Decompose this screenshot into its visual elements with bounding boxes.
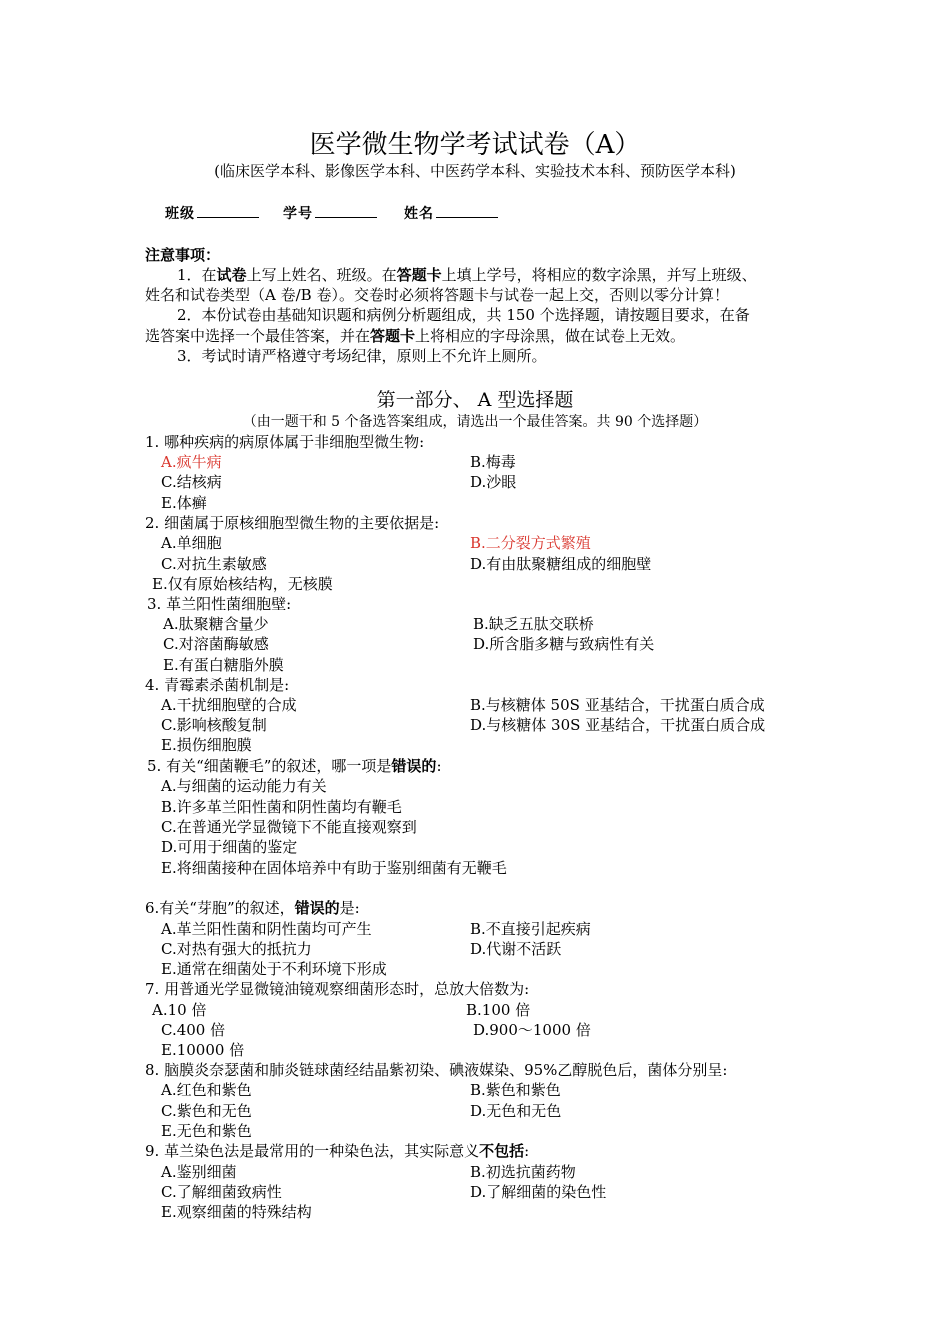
note-2-line2: [145, 326, 685, 346]
question-9-stem: [145, 1140, 529, 1161]
question-6-stem-emph: 错误的: [294, 899, 340, 917]
note-2-emph-card: 答题卡: [370, 327, 416, 345]
question-4-stem: 4. 青霉素杀菌机制是:: [145, 676, 290, 694]
question-6-stem: [145, 897, 360, 918]
question-1-option-a: A.疯牛病: [161, 453, 222, 471]
question-6-option-d: D.代谢不活跃: [470, 940, 562, 958]
note-2-text: 选答案中选择一个最佳答案，并在: [145, 327, 371, 345]
question-5-stem-text: 5. 有关“细菌鞭毛”的叙述，哪一项是: [147, 757, 392, 775]
question-4-option-d: D.与核糖体 30S 亚基结合，干扰蛋白质合成: [470, 716, 766, 734]
question-3-option-e: E.有蛋白糖脂外膜: [163, 656, 284, 674]
question-4-option-a: A.干扰细胞壁的合成: [161, 696, 297, 714]
question-7-option-e: E.10000 倍: [161, 1041, 245, 1059]
question-2-option-b: B.二分裂方式繁殖: [470, 534, 591, 552]
question-4-option-c: C.影响核酸复制: [161, 716, 267, 734]
note-1-line2: 姓名和试卷类型（A 卷/B 卷）。交卷时必须将答题卡与试卷一起上交，否则以零分计算！: [145, 286, 729, 304]
question-6-option-c: C.对热有强大的抵抗力: [161, 940, 312, 958]
question-1-option-e: E.体癣: [161, 494, 207, 512]
question-9-option-e: E.观察细菌的特殊结构: [161, 1203, 312, 1221]
question-1-option-d: D.沙眼: [470, 473, 517, 491]
question-5-option-e: E.将细菌接种在固体培养中有助于鉴别细菌有无鞭毛: [161, 859, 507, 877]
question-2-option-c: C.对抗生素敏感: [161, 555, 267, 573]
student-id-field: [283, 203, 377, 223]
question-9-option-a: A.鉴别细菌: [161, 1163, 237, 1181]
question-6-option-a: A.革兰阳性菌和阴性菌均可产生: [161, 920, 372, 938]
question-2-option-e: E.仅有原始核结构，无核膜: [152, 575, 333, 593]
name-label: 姓名: [404, 206, 434, 222]
section-subtitle: （由一题干和 5 个备选答案组成，请选出一个最佳答案。共 90 个选择题）: [242, 414, 708, 430]
note-1-emph-card: 答题卡: [396, 266, 442, 284]
question-1-option-b: B.梅毒: [470, 453, 516, 471]
question-6-stem-text: 是:: [339, 899, 360, 917]
question-1-stem: 1. 哪种疾病的病原体属于非细胞型微生物:: [145, 433, 425, 451]
question-3-stem: 3. 革兰阳性菌细胞壁:: [147, 595, 292, 613]
note-2: 2．本份试卷由基础知识题和病例分析题组成，共 150 个选择题，请按题目要求，在备: [177, 306, 750, 324]
question-1-option-c: C.结核病: [161, 473, 222, 491]
question-5-stem-emph: 错误的: [391, 757, 437, 775]
question-8-option-e: E.无色和紫色: [161, 1122, 252, 1140]
question-9-stem-text: 9. 革兰染色法是最常用的一种染色法，其实际意义: [145, 1142, 480, 1160]
question-5-stem: [147, 755, 442, 776]
question-7-option-d: D.900～1000 倍: [473, 1021, 591, 1039]
question-7-option-a: A.10 倍: [152, 1001, 207, 1019]
note-3: 3．考试时请严格遵守考场纪律，原则上不允许上厕所。: [177, 347, 547, 365]
question-9-option-d: D.了解细菌的染色性: [470, 1183, 607, 1201]
question-7-option-b: B.100 倍: [466, 1001, 531, 1019]
note-1-emph-paper: 试卷: [216, 266, 247, 284]
question-3-option-d: D.所含脂多糖与致病性有关: [473, 635, 655, 653]
name-field: [404, 203, 498, 223]
question-5-option-b: B.许多革兰阳性菌和阴性菌均有鞭毛: [161, 798, 402, 816]
question-2-option-d: D.有由肽聚糖组成的细胞壁: [470, 555, 652, 573]
note-2-text: 上将相应的字母涂黑，做在试卷上无效。: [415, 327, 686, 345]
question-9-option-c: C.了解细菌致病性: [161, 1183, 282, 1201]
question-5-option-c: C.在普通光学显微镜下不能直接观察到: [161, 818, 417, 836]
question-2-stem: 2. 细菌属于原核细胞型微生物的主要依据是:: [145, 514, 440, 532]
class-blank: [197, 203, 259, 218]
name-blank: [436, 203, 498, 218]
question-2-option-a: A.单细胞: [161, 534, 222, 552]
question-5-option-a: A.与细菌的运动能力有关: [161, 777, 327, 795]
question-9-option-b: B.初选抗菌药物: [470, 1163, 576, 1181]
question-8-option-b: B.紫色和紫色: [470, 1081, 561, 1099]
student-id-label: 学号: [283, 206, 313, 222]
question-9-stem-text: :: [524, 1142, 530, 1160]
question-8-option-d: D.无色和无色: [470, 1102, 562, 1120]
question-5-stem-text: :: [436, 757, 442, 775]
question-8-stem: 8. 脑膜炎奈瑟菌和肺炎链球菌经结晶紫初染、碘液媒染、95%乙醇脱色后，菌体分别呈:: [145, 1061, 728, 1079]
class-label: 班级: [165, 206, 195, 222]
note-1-text: 1．在: [177, 266, 217, 284]
question-3-option-a: A.肽聚糖含量少: [163, 615, 269, 633]
student-id-blank: [315, 203, 377, 218]
exam-title: 医学微生物学考试试卷（A）: [309, 130, 641, 160]
note-1-text: 上写上姓名、班级。在: [246, 266, 397, 284]
question-3-option-c: C.对溶菌酶敏感: [163, 635, 269, 653]
question-4-option-b: B.与核糖体 50S 亚基结合，干扰蛋白质合成: [470, 696, 765, 714]
question-3-option-b: B.缺乏五肽交联桥: [473, 615, 594, 633]
question-5-option-d: D.可用于细菌的鉴定: [161, 838, 298, 856]
notes-heading: 注意事项：: [145, 246, 221, 264]
section-title: 第一部分、 A 型选择题: [376, 389, 574, 411]
question-6-option-b: B.不直接引起疾病: [470, 920, 591, 938]
exam-subtitle: (临床医学本科、影像医学本科、中医药学本科、实验技术本科、预防医学本科): [214, 162, 736, 180]
class-field: [165, 203, 259, 223]
question-8-option-a: A.红色和紫色: [161, 1081, 252, 1099]
question-6-stem-text: 6.有关“芽胞”的叙述，: [145, 899, 295, 917]
question-8-option-c: C.紫色和无色: [161, 1102, 252, 1120]
note-1-text: 上填上学号，将相应的数字涂黑，并写上班级、: [441, 266, 757, 284]
question-6-option-e: E.通常在细菌处于不利环境下形成: [161, 960, 387, 978]
question-7-option-c: C.400 倍: [161, 1021, 226, 1039]
question-9-stem-emph: 不包括: [479, 1142, 525, 1160]
note-1: [177, 265, 757, 285]
question-4-option-e: E.损伤细胞膜: [161, 736, 252, 754]
question-7-stem: 7. 用普通光学显微镜油镜观察细菌形态时，总放大倍数为:: [145, 980, 530, 998]
